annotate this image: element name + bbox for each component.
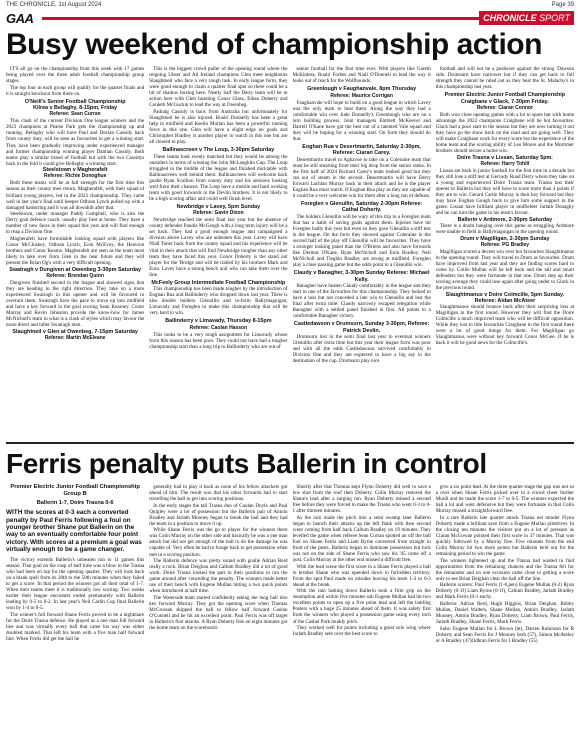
paragraph: There is a doubt hanging over this game as struggling Ardmore were unable to field in Ballymaguigan in the opening round.: [435, 222, 574, 235]
chronicle-sport-badge: [479, 11, 574, 25]
paragraph: Ballerin: Adrian Reid, Hugh Higgins, Brian Deighan, Bobby Mullan, Daniel Walters, Shane Mullan, Antoin Bradley, Jarlath Mooney, Antoin Bradley, Ryan Doherty, Liam Brown, Paul Ferris, Jarlath Bradley, Shane Ferris, Mark Ferris.: [435, 600, 574, 626]
referee-line: Referee: Richie Donoghue: [43, 173, 107, 180]
page-header-strip: [6, 2, 574, 10]
paragraph: The victory extends Ballerin's unbeaten run to 11 games this season. That goal on the cusp of half time was a blow to the Trasna who had been on top for the opening quarter. They will look back on a blank spell from its 20th to the 50th minutes when they failed to get a score. In that period the winners got all their total of 1-7. When their teams meet it is traditionally low scoring. Two weeks earlier their league encounter ended prematurely with Ballerin leading by 0-5 to 0-2. In last year's Neil Carlin Cup final Ballerin won by 1-4 to 0-5.: [6, 556, 145, 611]
paragraph: This is the biggest crowd puller of the opening round where the reigning Ulster and All Ireland champions Glen meet neighbours Slaughtneil who face a very tough task. In early league form, they were good enough to claim a quarter final spot so there could be a bit of shadow boxing here. Neatly half the Derry team will be in action here with Glen boasting Conor Glass, Ethan Doherty and Conleth McGuckin to lead the way at Owenbeg.: [149, 66, 288, 109]
paragraph: While Shane Ferris was the go to player for the winners there was Colin Murray on the other side and basically he was a one man attack but did not get enough of the ball to do the damage he was capable of. Very often he had to forage back to get possession when met in a scoring position.: [149, 527, 288, 558]
article1-column-4: [436, 66, 574, 441]
paragraph: Magherafelt have formidable looking squad with players like Conor McCluskey, Odhran Lynch, Eoin McEvoy, the Heavron brothers and Conor Kearns. Magherafelt are seen as the team most likely to take over from Glen in the near future and they will present the Brian Og's with a very difficult opening.: [6, 235, 145, 267]
fixture-heading: Swatragh v Dungiven at Owenbeg 3-30pm Saturday: [9, 266, 142, 273]
paragraph: This clash of the current Division One league winners and the 2023 champions at Pearse Park gets the championship up and running. Bellaghy who will have Paul and Declan Cassidy back from county duty, will be seen as favourites to get a winning start. They have been gradually improving under experienced manager and former championship winning player Damian Cassidy. Both teams play a similar brand of football but with the two Cassidys back in the fold it could give Bellaghy a winning start.: [6, 118, 145, 167]
article-divider: [6, 442, 574, 444]
second-headline: Ferris penalty puts Ballerin in control: [6, 448, 487, 479]
paragraph: With the rain lashing down Ballerin took a firm grip on the resumption and within five minutes sub Eugene Mullan had hit two excellent points to open up a five point lead and left the battling Posters with a huge 25 minutes ahead of them. It was safety first from the winners who played a possession game using every inch of the Cashel Park muddy pitch.: [292, 588, 431, 625]
subhead: Ballinderry v Limavady, Thursday 8-15pm: [165, 318, 272, 325]
paragraph: Both won close opening games with a lot to spare but with home advantage the 2022 champions Craigbane will be hot favourites. Glack had a poor start to the season but they are now turning it out they have go the show back on the road and are going well. They will make Craigbane work for every score but the experience of the home team and the scoring ability of Leo Moore and the Mortimer brothers should secure a home win.: [435, 111, 574, 155]
paragraph: As the rain made the pitch into a semi swamp later Ballerin began to launch their attacks up the left flank with then second scent coming from half back Callum Bradley on 19 minutes. They levelled the game when referee Sean Curran spotted an off the ball foul on Shane Ferris and Liam Byrne converted from straight in front of the posts. Ballerin began to dominate possession but luck was not on the side of Shane Ferris who saw his '45 come off a post. Colin Murray at the other end missed a difficult free.: [292, 514, 431, 564]
referee-line: Referee: Martin McEleane: [44, 334, 106, 341]
intro-paragraph: WITH the scores at 0-3 each a converted penalty by Paul Ferris following a foul on younger brother Shane put Ballerin on the way to an eventually comfortable four point victory. With scores at a premium a goal was virtually enough to be a game changer.: [6, 509, 142, 554]
paragraph: The top four in each group will qualify for the quarter finals and it is straight knockout from there on.: [6, 84, 145, 97]
referee-line: Referee: Maurice Corrigan: [330, 92, 393, 99]
subhead: Ballinascreen v The Loup, 3-30pm Saturday: [162, 147, 275, 154]
paragraph: The Waterside team started confidently taking the long ball into key forward Murray. They got the opening score when Thomas McCrossan skipped the ball to fellow half forward Caolan O'Connell and he hit an excellent point. Paul Ferris was off target in Ballerin's first attacks. A Ryan Doherty free on eight minutes got the home team on the scoreboard.: [149, 594, 288, 632]
subhead: Castledawson v Drumsurn, Sunday 3-30pm, Referee: Patrick Devlin.: [293, 321, 430, 334]
page-number: Page 39: [551, 2, 574, 8]
fixture-heading: Ballerin v Ardmore, 2-30pm Saturday: [457, 216, 553, 223]
fixture-heading: Steelstown v Magherafelt: [42, 167, 108, 174]
banner-rule: [42, 17, 479, 20]
paragraph: Drumsurn lost in the semi final last year to eventual winners Glenullin after extra time but this year their league form was poor and with all the odds Castledawson survived comfortably in Division One and they are expected to have a big say in the destination of the cup. Drumsurn play nice: [292, 334, 431, 365]
paragraph: With the lead scene the first score in a Shane Ferris played a ball to brother Shane who was upended down in forbidden territory. From the spot Paul made no mistake leaving his team 1-3 to 0-3 ahead at the break.: [292, 563, 431, 588]
paragraph: football and will not be a pushover against the strong 'Dawson side. Drumsurn have narrower but if they can get back to full strength they cannot be ruled out as they beat the St. Malachy's in this championship last year.: [435, 66, 574, 91]
fixture-heading: Craigbane v Glack, 7-30pm Friday.: [461, 98, 549, 105]
fixture-heading: Doire Trasna v Lissan, Saturday 5pm.: [456, 154, 553, 161]
match-score: Ballerin 1-7, Doire Trasna 0-6: [36, 499, 114, 506]
paragraph: This championship has been made tougher by the introduction of Eoghan Rua and Ballinderry who dropped down last year. There is also double holders Glenullin and in-form Ballymaguigan, Limavady and Foreglen to make this championship that will be very hard to win.: [149, 286, 288, 317]
article1-column-3: [293, 66, 431, 441]
paragraph: Shortly after that Thomas kept Flynn Doherty did well to save a low shot from the roof then Doherty. Colin Murray restored the Shane's lead after a surging run. Ryan Doherty missed a second free before they were forced to make the Trasna who went 0-3 to 0-1 after thirteen minutes.: [292, 484, 431, 515]
fixture-heading: Slaughtneil v Glen at Owenbeg, 7-15pm Saturday: [12, 328, 138, 335]
fixture-heading: Kilrea v Bellaghy, 8-15pm, Friday: [33, 105, 118, 112]
paragraph: The winners tightened up and the Trasna had wasted to find opportunities from the remaining chances and the Trasna fell for the remainder and on one occasion came close to getting a score only to see Brian Deighan clear the ball off the line.: [435, 557, 574, 582]
article2-column-1: [6, 484, 144, 732]
paragraph: generally had to play it back as none of his fellow attackers got ahead of him. The result was that his other forwards had to start travelling the ball to get into scoring positions.: [149, 484, 288, 503]
badge-sport: SPORT: [539, 13, 570, 23]
referee-line: Referee: Gavin Dixon: [193, 210, 244, 217]
paragraph: Subs: Eugene Mullan for L Brown (ht), Darren Robinson for R Doherty and Sean Ferris for J Mooney both (57), Simon McAteley or A Bradley (47)Odhran Ferris for J Bradley (55): [435, 625, 574, 644]
paragraph: senior football for the first time ever. With players like Gareth McKinless, Ruairi Forbes and Niall O'Donnell to lead the way it looks out of reach for the Wolfhounds.: [292, 66, 431, 85]
paragraph: They worked well for points including a great solo wing where Jarlath Bradley sent over the best score to: [292, 625, 431, 638]
paragraph: These teams look evenly matched but they would be among the outsiders in terms of winning the John McLaughlin Cup. The Loup struggled in the middle of the league and finished mid-table with Ballinascreen well behind them. Ballinascreen will welcome back goalie Ryan Scullion from county duty and his sessions looking well from their chances. The Loup have a mobile and hard working team with good forwards in the Devlin brothers. It is not likely to be a high scoring affair and could well finish level.: [149, 153, 288, 202]
referee-line: Referee: Harry Tohill: [480, 160, 530, 167]
paragraph: In a rare Ballerin late quarter attack Trasna net minder Flynn Doherty made a brilliant save from a Eugene Mullan piledriver. In the closing ten minutes the visitors put on a lot of pressure as Ciaran McGowan pointed their first score in 37 minutes. That was quickly followed by a Murray free. Five minutes from the end Colin Murray hit two more points but Ballerin held out for the remaining period to win the game.: [435, 514, 574, 558]
referee-line: Referee: Caolan Hasson: [189, 324, 248, 331]
paragraph: The holders Glenullin will be wary of this trip to a Foreglen team that has a habit of saving goals against them. Injuries have hit Foreglen badly this year but even so they gave Glenullin a stiff test in the league. On the form they showed against Coleraine in the second half of the play off Glenullin will be favourites. They have a stronger looking panel than the O'Briens and also have forwards like Dermot O'Kane, Ryan McNicholl and Eoin Bradley. Neil McNicholl and Tieghin Bradley are strong at midfield. Foreglen play a close passing game but the odds point to a Glenullin win.: [292, 213, 431, 269]
paper-title: THE CHRONICLE, 1st August 2024: [6, 2, 102, 8]
subhead: Eoghan Rua v Desertmartin, Saturday 2-30pm, Referee: Ciaran Carey.: [302, 143, 421, 157]
subhead: McFeely Group Intermediate Football Championship: [151, 279, 286, 286]
article2-column-3: [293, 484, 431, 732]
paragraph: Slaughtmanus should bounce back after their surprising loss at Magilligan in the first round. However they will find the Doire Colmcille a much improved team who will be difficult opposition. While they lost to title favourites Craigbane in the first round there were a lot of good things for them. For Magilligan go Slaughtmanus were without key forward Conor McGee. If he is back it will be good news for the Colmcille's.: [435, 303, 574, 347]
paragraph: Ballerin scorers: Paul Ferris (1-0,pen) Eugene Mullan (0-2) Ryan Doherty (0-1f) Liam Byrne (0-1f), Callum Bradley, Jarlath Bradley and Mark Ferris (0-1 each).: [435, 582, 574, 601]
article1-column-1: [6, 66, 144, 441]
subhead: Greenlough v Faughanvale, 8pm Thursday: [307, 86, 417, 93]
paragraph: Magilligan scored a decent win over hot favourites Slaughtmanus in the opening round. They will travel to Drum as favourites. Drum have improved from last year and they are finding scores hard to come by. Collie Mullan will be left back and the tall and smart defenders but they were fortunate in that one. Drum step up their scoring average they could lose again after going under to Glack in the previous round.: [435, 248, 574, 291]
article2-column-4: [436, 484, 574, 732]
subhead: Newbridge v Lavey, 5pm Sunday: [176, 203, 261, 210]
fixture-heading: Drum v Magilligan, 2-30pm Sunday: [460, 235, 550, 242]
article1-body: [6, 66, 574, 441]
paragraph: Lissan are back in junior football for the first time in a decade but they still lose a stiff test at Gervady Road Derry where they take on a young and experienced Doire Trasna team. Trasna lost their opener to Ballerin but they will have to score more than 4 points if they are to win. Gerard Cartin Murray is their key forward but they may have Eoghan Gough back to give him some support in the game. Lissan have brilliant player in midfielder Jarlath Donaghy and he can turn the game in his team's favour.: [435, 167, 574, 217]
section-banner: [6, 11, 574, 27]
article2-column-1-text: [6, 509, 144, 642]
referee-line: Referee: Brendan Quinn: [46, 272, 104, 279]
paragraph: Banagher have beaten Claudy comfortably in the league and they start in one of the favourites for this championship. They looked to have a loss but not conceded a late win to Glenullin and lost the final after extra time. Claudy narrowly escaped relegation while Banagher with a settled panel finished in first. All points to a comfortable Banagher victory.: [292, 283, 431, 320]
referee-line: Referee: Sean Curran: [49, 111, 101, 118]
referee-line: Referee: Ciaran Connor: [476, 104, 533, 111]
paragraph: Newbridge reached the semi final last year but the absence of county defender Paudie McGeogh with a long term injury will be a set back. They had a good enough league and campaigned a division above Lavey who are unbeaten this year. Lavey will have Niall Toner back from the county squad and his experience will be vital to their attack that will find Newbridge tougher than any other team they have faced this year. Conor Doherty is the stand out player for the 'Bridge and will be trailed by his brothers Mark and Eoin. Lavey have a strong bench unit who can take them over the line.: [149, 217, 288, 278]
article1-column-2: [149, 66, 287, 441]
paragraph: The Ballerin defence was pretty sound with goalie Adrian Reid really a rock. Brian Deighan and Callum Bradley did a lot of good work. Doire Trasna looked the part in their positions to run the game around after conceding the penalty. The winners made better use of their bench with Eugene Mullan hitting a two quick points when introduced at half time.: [149, 558, 288, 595]
paragraph: In the early stages the tall Trasna duo of Caolan Doyle and Paul Quigley were a lot of possession but the Ballerin pair of Antoin Bradley and Jarlath Mooney began to break the ball and they had the team in a position to move it up.: [149, 502, 288, 527]
badge-chronicle: CHRONICLE: [483, 13, 537, 23]
article2-column-2: [149, 484, 287, 732]
article2-body: [6, 484, 574, 732]
paragraph: Both these teams will be at full strength for the first time this season as their county men return. Magherafelt, with their squad of brilliant young players, led in the 2023 championship. They came well in last year's final until keeper Odhran Lynch pulled up with a damaged hamstring and it was all downhill after that.: [6, 180, 145, 211]
gaa-logo: GAA: [6, 11, 34, 26]
fixture-heading: Slaughtmanus v Doire Colmcille, 5pm Sunday. Referee: Aidan McAteer: [445, 291, 565, 304]
paragraph: Steelstown, under manager Paddy Campbell, who is also the Derry goal defence coach, usually play best at home. They have a number of new faces in their squad this year and will find enough to reap a Division One.: [6, 211, 145, 236]
paragraph: IT'S all go on the championship front this week with 17 games being played over the three adult football championship group stages.: [6, 66, 145, 85]
subhead: Premier Electric Junior Football Championship: [444, 92, 566, 99]
main-headline: Busy weekend of championship action: [6, 28, 542, 61]
paragraph: Padraig Cassidy is back from Australia but unfortunately for Slaughtneil he is also injured. Ruairi Donnelly has been a great help in midfield and Keelin Mullan has been a powerful running force in this one. Glen will have a slight edge on goals and Christopher Bradley is another player to watch in this one but are all cleared to play.: [149, 108, 288, 146]
referee-line: Referee: PG Bradley: [480, 241, 530, 248]
subhead: Claudy v Banagher, 3-30pm Sunday Referee: Michael Kelly.: [293, 270, 430, 283]
paragraph: give a six point lead. At the three quarter stage the gap was not so a over when Shane Ferris picked over to a crowd cheer further Murdi and he made the score 1-7 to 0-5. The winners expected the ball a lot and went defensive but they were fortunate in that Colin Murray missed a straightforward free.: [435, 484, 574, 515]
competition-title: Premier Electric Junior Football Championship Group B: [10, 484, 140, 497]
subhead: Foreglen v Glenullin, Saturday 2-30pm Referee: Cathal Doherty.: [300, 201, 423, 214]
paragraph: This looks to be a very tough assignment for Limavady whose form this season has been poor. They could not have had a tougher championship start than a long trip to Ballinderry who are out of: [149, 331, 288, 350]
paragraph: Dungiven finished second in the league and showed signs that they are heading in the right direction. They take on a more experienced Swatragh in this opener and will be favoured to overturn them. Swatragh have the pace to move up into midfield and have a key forward in the goal scoring Sean Kearney. Conor Murray and Kevin Johnston provide the know-how for James McNicholl's team in what is a clash of styles which may favour the more direct and taller Swatragh men.: [6, 279, 145, 329]
paragraph: Desertmartin travel to Aghavoe to take on a Coleraine team that must be still smarting from their big drop from the senior ranks. In the first half of 2024 Richard Carey's team looked good but they ran out of steam in the second. Desertmartin will have Derry forward Lachlan Murray back in their attack and he is the player Eoghan Rua must watch. If Eoghan Rua play as they are capable of it could be a very welcome win for them after a long run of defeats.: [292, 156, 431, 199]
paragraph: The winner's full forward Shane Ferris proved to be a nightmare for the Doire Trasna defence. He played as a one man full forward line and was virtually every ball that came his way was either doubled marked. That left his team with a five man half forward line. When Ferris did get the ball he: [6, 611, 145, 642]
paragraph: Faughanvale will hope to build on a good league in which Lavey was the only team to beat them. Along the way they had a comfortable win over Jude Donnelly's Greenlough who are on a turn building process. Joint managers Emmett McKeever and Darrell O'Kane have got the best out of a talented Vale squad and they will be hoping for a winning start. On form they should do that.: [292, 99, 431, 142]
subhead: O'Neill's Senior Football Championship: [24, 98, 126, 105]
